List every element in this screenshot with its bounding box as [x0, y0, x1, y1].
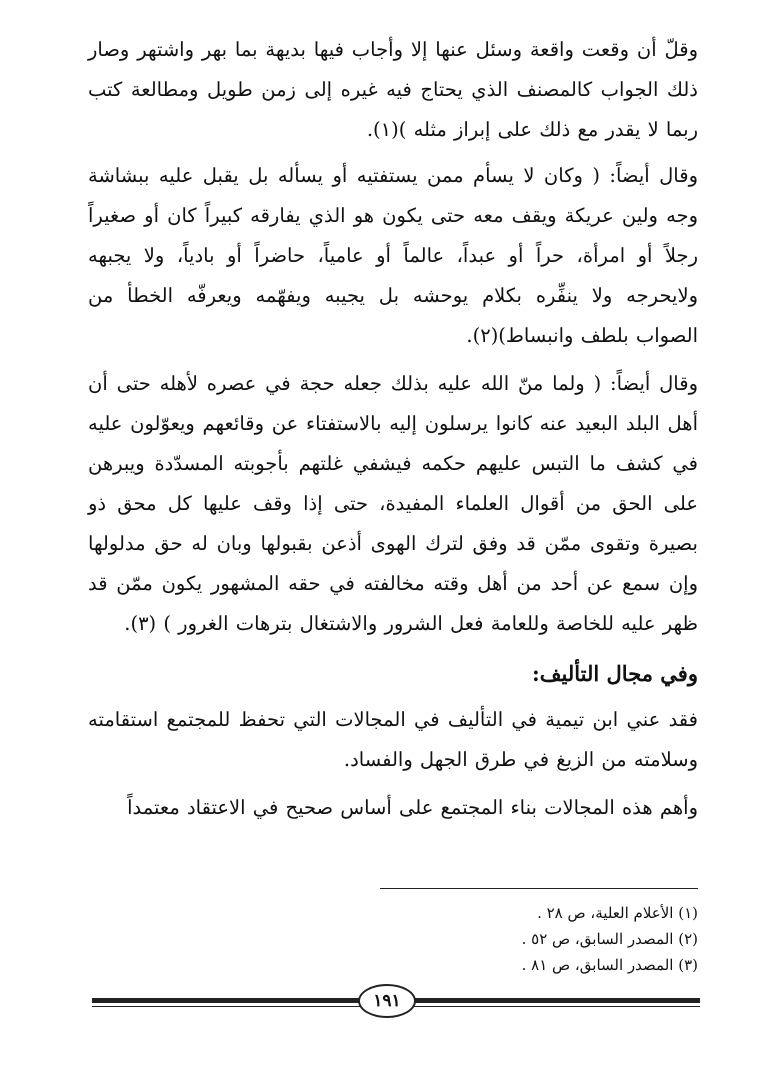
page-body — [88, 30, 698, 828]
body-paragraph-1: وقلّ أن وقعت واقعة وسئل عنها إلا وأجاب فيها بديهة بما بهر واشتهر وصار ذلك الجواب كالمصنف الذي يحتاج فيه غيره إلى زمن طويل ومطالعة كتب ربما لا يقدر مع ذلك على إبراز مثله )(١). — [88, 38, 698, 141]
body-paragraph-4: فقد عني ابن تيمية في التأليف في المجالات التي تحفظ للمجتمع استقامته وسلامته من الزيغ في طرق الجهل والفساد. — [88, 708, 698, 771]
page-number: ١٩١ — [358, 984, 416, 1018]
footnotes — [300, 900, 698, 978]
footnote-1: (١) الأعلام العلية، ص ٢٨ . — [537, 904, 698, 922]
body-paragraph-5: وأهم هذه المجالات بناء المجتمع على أساس صحيح في الاعتقاد معتمداً — [127, 796, 698, 819]
footnote-3: (٣) المصدر السابق، ص ٨١ . — [521, 956, 698, 974]
body-paragraph-2: وقال أيضاً: ( وكان لا يسأم ممن يستفتيه أو يسأله بل يقبل عليه ببشاشة وجه ولين عريكة ويقف معه حتى يكون هو الذي يفارقه كبيراً كان أو صغيراً رجلاً أو امرأة، حراً أو عبداً، عالماً أو عامياً، حاضراً أو بادياً، ولا يجبهه ولايحرجه ولا ينفِّره بكلام يوحشه بل يجيبه ويفهّمه ويعرفّه الخطأ من الصواب بلطف وانبساط)(٢). — [88, 164, 698, 347]
body-paragraph-3: وقال أيضاً: ( ولما منّ الله عليه بذلك جعله حجة في عصره لأهله حتى أن أهل البلد البعيد عنه كانوا يرسلون إليه بالاستفتاء عن وقائعهم ويعوّلون عليه في كشف ما التبس عليهم حكمه فيشفي غلتهم بأجوبته المسدّدة ويبرهن على الحق من أقوال العلماء المفيدة، حتى إذا وقف عليها كل محق ذو بصيرة وتقوى ممّن قد وفق لترك الهوى أذعن بقبولها وبان له حق مدلولها وإن سمع عن أحد من أهل وقته مخالفته في حقه المشهور يكون ممّن قد ظهر عليه للخاصة وللعامة فعل الشرور والاشتغال بترهات الغرور ) (٣). — [88, 372, 698, 635]
section-heading: وفي مجال التأليف: — [532, 661, 698, 686]
footnote-separator — [380, 888, 698, 889]
footnote-2: (٢) المصدر السابق، ص ٥٢ . — [521, 930, 698, 948]
